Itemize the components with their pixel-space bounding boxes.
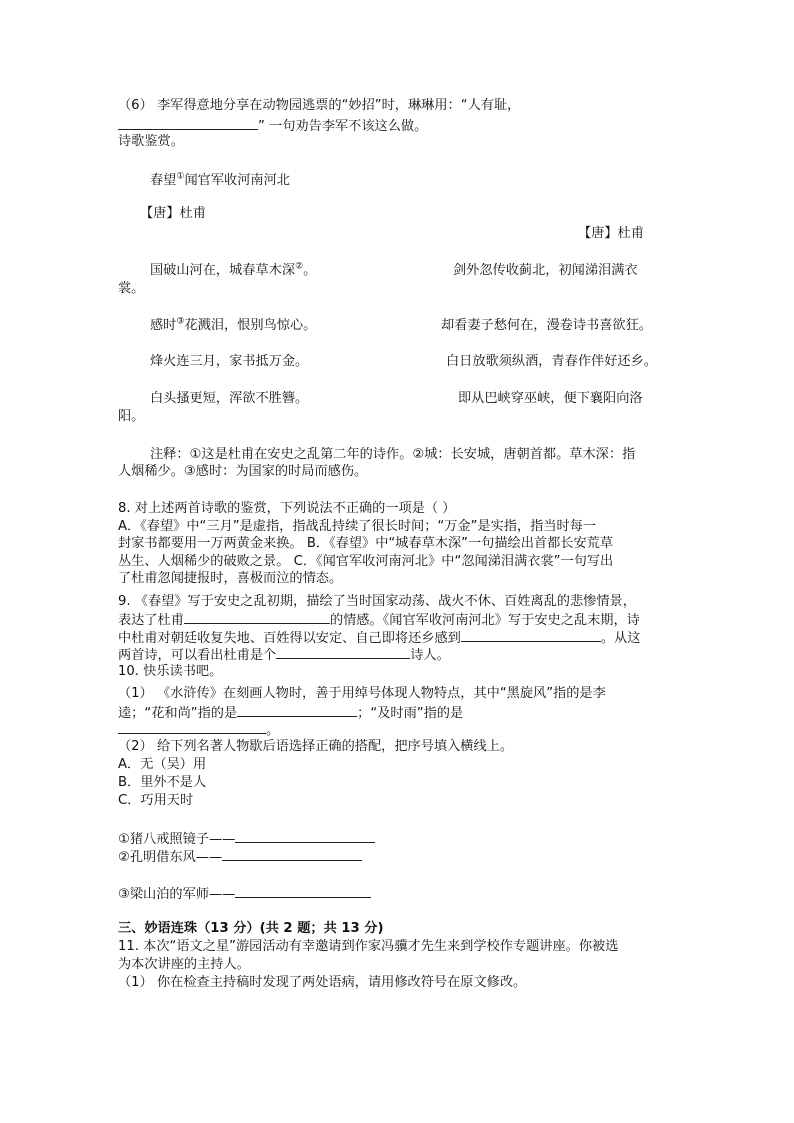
q10-fill-blank-3[interactable] bbox=[235, 884, 371, 898]
q9-line4: 两首诗，可以看出杜甫是个 诗人。 bbox=[118, 645, 450, 664]
q10-part1-line2: 逵；“花和尚”指的是 ；“及时雨”指的是 bbox=[118, 703, 463, 722]
q10-fill-blank-2[interactable] bbox=[222, 847, 362, 861]
q8-line4: 了杜甫忽闻捷报时，喜极而泣的情态。 bbox=[118, 571, 343, 586]
annotation-line2: 人烟稀少。③感时：为国家的时局而感伤。 bbox=[118, 464, 368, 479]
poem-line-4-right: 即从巴峡穿巫峡，便下襄阳向洛 bbox=[458, 391, 643, 406]
q6-blank[interactable] bbox=[118, 116, 258, 130]
q9-blank-1[interactable] bbox=[184, 610, 330, 624]
poem-line-3-left: 烽火连三月，家书抵万金。 bbox=[150, 354, 309, 369]
poem-author-left: 【唐】杜甫 bbox=[140, 206, 206, 221]
poem-line-1-left: 国破山河在，城春草木深②。 bbox=[150, 261, 317, 278]
q10-fill-3: ③梁山泊的军师—— bbox=[118, 884, 371, 903]
q10-fill-1: ①猪八戒照镜子—— bbox=[118, 829, 375, 848]
q8-stem: 8. 对上述两首诗歌的鉴赏，下列说法不正确的一项是（ ） bbox=[118, 501, 456, 516]
poem-line-1-wrap: 裳。 bbox=[118, 281, 145, 296]
q10-part2: （2） 给下列名著人物歇后语选择正确的搭配，把序号填入横线上。 bbox=[118, 739, 514, 754]
poem-line-2-left: 感时③花溅泪，恨别鸟惊心。 bbox=[150, 316, 317, 333]
poem-line-3-right: 白日放歌须纵酒，青春作伴好还乡。 bbox=[446, 354, 657, 369]
q11-line3: （1） 你在检查主持稿时发现了两处语病，请用修改符号在原文修改。 bbox=[118, 975, 527, 990]
q10-option-c: C．巧用天时 bbox=[118, 793, 194, 808]
q9-line1: 9. 《春望》写于安史之乱初期，描绘了当时国家动荡、战火不休、百姓离乱的悲惨情景， bbox=[118, 594, 636, 609]
q9-line2: 表达了杜甫 的情感。《闻官军收河南河北》写于安史之乱末期，诗 bbox=[118, 610, 640, 629]
q10-fill-blank-1[interactable] bbox=[235, 829, 375, 843]
q10-blank-1[interactable] bbox=[237, 703, 357, 717]
section3-heading: 三、妙语连珠（13 分）(共 2 题；共 13 分) bbox=[118, 921, 384, 936]
q6-line1: （6） 李军得意地分享在动物园逃票的“妙招”时，琳琳用：“人有耻， bbox=[118, 98, 521, 113]
q10-option-a: A．无（吴）用 bbox=[118, 757, 207, 772]
poem-title: 春望①闻官军收河南河北 bbox=[150, 171, 290, 188]
poem-author-right: 【唐】杜甫 bbox=[578, 226, 644, 241]
q10-part1-line3: 。 bbox=[118, 720, 279, 739]
poem-line-2-right: 却看妻子愁何在，漫卷诗书喜欲狂。 bbox=[441, 318, 652, 333]
q10-part1-line1: （1） 《水浒传》在刻画人物时，善于用绰号体现人物特点，其中“黑旋风”指的是李 bbox=[118, 686, 606, 701]
q6-line2: ” 一句劝告李军不该这么做。 bbox=[118, 116, 427, 135]
poem-line-1-right: 剑外忽传收蓟北，初闻涕泪满衣 bbox=[453, 263, 638, 278]
poem-line-4-wrap: 阳。 bbox=[118, 409, 145, 424]
q8-line2: 封家书都要用一万两黄金来换。 B．《春望》中“城春草木深”一句描绘出首都长安荒草 bbox=[118, 536, 614, 551]
q10-fill-2: ②孔明借东风—— bbox=[118, 847, 362, 866]
q9-line3: 中杜甫对朝廷收复失地、百姓得以安定、自己即将还乡感到 。从这 bbox=[118, 628, 640, 647]
q8-line3: 丛生、人烟稀少的破败之景。 C．《闻官军收河南河北》中“忽闻涕泪满衣裳”一句写出 bbox=[118, 554, 614, 569]
q10-option-b: B．里外不是人 bbox=[118, 775, 207, 790]
q11-line1: 11. 本次“语文之星”游园活动有幸邀请到作家冯骥才先生来到学校作专题讲座。你被选 bbox=[118, 939, 619, 954]
q9-blank-3[interactable] bbox=[276, 645, 410, 659]
annotation-line1: 注释：①这是杜甫在安史之乱第二年的诗作。②城：长安城，唐朝首都。草木深：指 bbox=[150, 447, 636, 462]
q9-blank-2[interactable] bbox=[461, 628, 601, 642]
q10-title: 10. 快乐读书吧。 bbox=[118, 664, 223, 679]
q8-line1: A．《春望》中“三月”是虚指，指战乱持续了很长时间；“万金”是实指，指当时每一 bbox=[118, 519, 597, 534]
poem-line-4-left: 白头搔更短，浑欲不胜簪。 bbox=[150, 391, 309, 406]
section-poem-heading: 诗歌鉴赏。 bbox=[118, 134, 184, 149]
q11-line2: 为本次讲座的主持人。 bbox=[118, 957, 250, 972]
q10-blank-2[interactable] bbox=[118, 720, 266, 734]
